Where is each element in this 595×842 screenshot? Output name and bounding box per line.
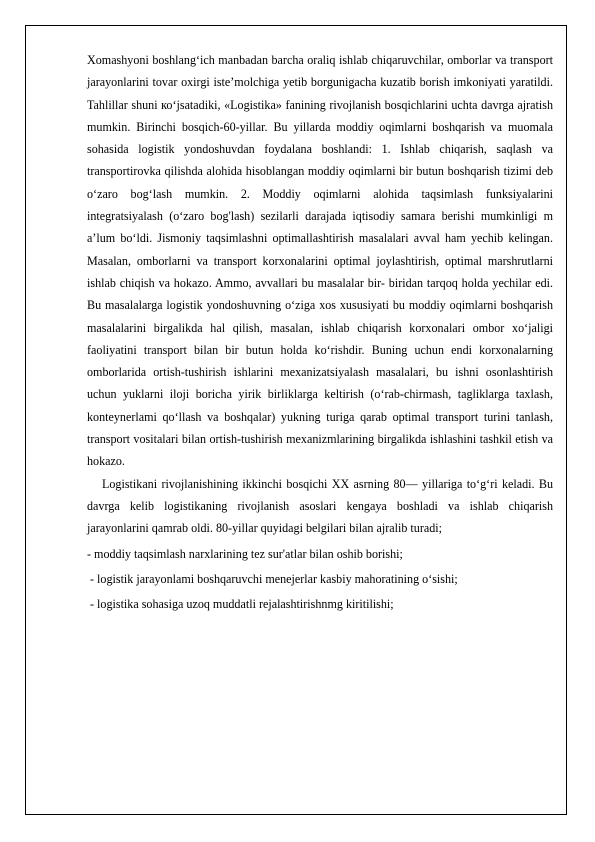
list-item-3: - logistika sohasiga uzoq muddatli rejalashtirishnmg kiritilishi; bbox=[90, 597, 394, 612]
list-item-1: - moddiy taqsimlash narxlarining tez sur'atlar bilan oshib borishi; bbox=[87, 546, 403, 561]
paragraph-2: Logistikani rivojlanishining ikkinchi bosqichi XX asrning 80— yillariga to‘g‘ri keladi. Bu davrga kelib logistikaning rivojlanish asoslari kengaya boshladi va ishlab chiqarish jarayonlarini qamrab oldi. 80-yillar quyidagi belgilari bilan ajralib turadi; bbox=[87, 476, 553, 536]
paragraph-1: Xomashyoni boshlang‘ich manbadan barcha oraliq ishlab chiqaruvchilar, omborlar va transport jarayonlarini tovar oxirgi iste’molchiga yetib borgunigacha kuzatib borish imkoniyati yaratildi. Tahlillar shuni ко‘jsatadiki, «Logistika» fanining rivojlanish bosqichlarini uchta davrga ajratish mumkin. Birinchi bosqich-60-yillar. Bu yillarda moddiy oqimlarni boshqarish va muomala sohasida logistik yondoshuvdan foydalana boshlandi: 1. Ishlab chiqarish, saqlash va transportirovka qilishda alohida hisoblangan moddiy oqimlarni bir butun boshqarish tizimi deb o‘zaro bog‘lash mumkin. 2. Moddiy oqimlarni alohida taqsimlash funksiyalarini integratsiyalash (o‘zaro bog'lash) sezilarli darajada iqtisodiy samara berishi mumkinligi m a’lum bo‘ldi. Jismoniy taqsimlashni optimallashtirish masalalari avval ham yechib kelingan. Masalan, omborlarni va transport korxonalarini optimal joylashtirish, optimal marshrutlarni ishlab chiqish va hokazo. Ammo, avvallari bu masalalar bir- biridan tarqoq holda yechilar edi. Bu masalalarga logistik yondoshuvning o‘ziga xos xususiyati bu moddiy oqimlarni boshqarish masalalarini birgalikda hal qilish, masalan, ishlab chiqarish korxonalari ombor xo‘jaligi faoliyatini transport bilan bir butun holda ko‘rishdir. Buning uchun endi korxonalarning omborlarida ortish-tushirish ishlarini mexanizatsiyalash masalalari, bu ishni osonlashtirish uchun yuklarni iloji boricha yirik birliklarga keltirish (o‘rab-chirmash, tagliklarga taxlash, konteynerlami qo‘llash va boshqalar) yukning turiga qarab optimal transport turini tanlash, transport vositalari bilan ortish-tushirish mexanizmlarining birgalikda ishlashini tashkil etish va hokazo. bbox=[87, 53, 553, 469]
document-body bbox=[87, 49, 553, 615]
list-item-2: - logistik jarayonlami boshqaruvchi menejerlar kasbiy mahoratining o‘sishi; bbox=[90, 571, 458, 586]
